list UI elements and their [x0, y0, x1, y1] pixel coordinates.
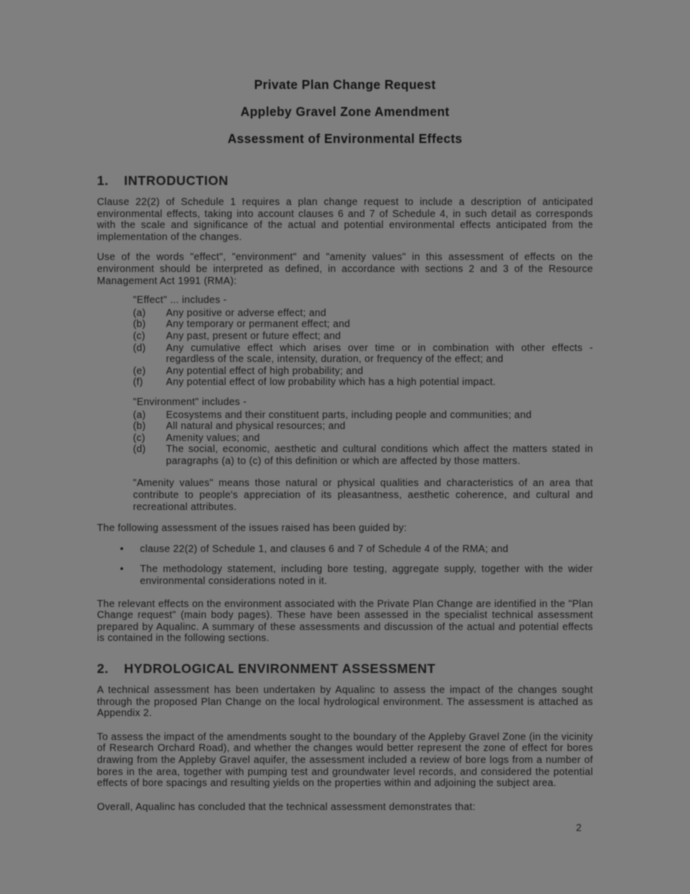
intro-paragraph-3: The relevant effects on the environment associated with the Private Plan Change are identified in the "Plan Change request" (main body pages). These have been assessed in the specialist technical assessment prepared by Aqualinc. A summary of these assessments and discussion of the actual and potential effects is contained in the following sections.	[97, 598, 593, 645]
definition-item	[133, 377, 593, 389]
definition-text: Ecosystems and their constituent parts, including people and communities; and	[166, 409, 532, 421]
definition-item	[133, 421, 593, 433]
section-2-label: HYDROLOGICAL ENVIRONMENT ASSESSMENT	[124, 661, 436, 676]
intro-paragraph-1: Clause 22(2) of Schedule 1 requires a plan change request to include a description of anticipated environmental effects, taking into account clauses 6 and 7 of Schedule 4, in such detail as corresponds with the scale and significance of the actual and potential environmental effects anticipated from the implementation of the changes.	[97, 197, 593, 243]
definition-item	[133, 444, 593, 467]
definition-text: Any temporary or permanent effect; and	[166, 319, 351, 331]
list-marker: (b)	[133, 319, 146, 331]
section-1-label: INTRODUCTION	[124, 173, 229, 188]
definition-text: All natural and physical resources; and	[166, 421, 346, 433]
list-marker: (a)	[133, 307, 146, 319]
bullet-icon: •	[120, 564, 124, 576]
hydro-conclusion-lead: Overall, Aqualinc has concluded that the technical assessment demonstrates that:	[97, 801, 476, 813]
guided-by-lead: The following assessment of the issues raised has been guided by:	[97, 523, 407, 535]
definition-item	[133, 410, 593, 422]
section-1-heading	[97, 173, 593, 189]
effect-definition-block	[133, 295, 593, 389]
section-2-number: 2.	[97, 661, 109, 676]
list-marker: (e)	[133, 365, 146, 377]
title-line-2: Appleby Gravel Zone Amendment	[240, 105, 450, 119]
definition-item	[133, 433, 593, 445]
list-marker: (d)	[133, 342, 146, 354]
bullet-item	[120, 564, 593, 587]
list-marker: (d)	[133, 444, 146, 456]
hydro-paragraph-1: A technical assessment has been undertaken by Aqualinc to assess the impact of the changes sought through the proposed Plan Change on the local hydrological environment. The assessment is attached as Appendix 2.	[97, 685, 593, 720]
definition-item	[133, 319, 593, 331]
amenity-values-paragraph: "Amenity values" means those natural or physical qualities and characteristics of an area that contribute to people's appreciation of its pleasantness, aesthetic coherence, and cultural and recreational attributes.	[133, 478, 593, 513]
effect-definition-lead: "Effect" ... includes -	[133, 295, 227, 307]
list-marker: (b)	[133, 421, 146, 433]
section-1-number: 1.	[97, 173, 109, 188]
page-number: 2	[576, 823, 582, 834]
definition-item	[133, 366, 593, 378]
environment-definition-lead: "Environment" includes -	[133, 396, 247, 408]
list-marker: (c)	[133, 432, 146, 444]
title-line-1: Private Plan Change Request	[254, 78, 436, 92]
definition-text: Any cumulative effect which arises over time or in combination with other effects - regardless of the scale, intensity, duration, or frequency of the effect; and	[166, 342, 593, 366]
list-marker: (c)	[133, 330, 146, 342]
list-marker: (a)	[133, 409, 146, 421]
hydro-paragraph-2: To assess the impact of the amendments sought to the boundary of the Appleby Gravel Zone (in the vicinity of Research Orchard Road), and whether the changes would better represent the zone of effect for bores drawing from the Appleby Gravel aquifer, the assessment included a review of bore logs from a number of bores in the area, together with pumping test and groundwater level records, and considered the potential effects of bore spacings and resulting yields on the properties within and adjoining the subject area.	[97, 731, 593, 790]
definition-text: Any past, present or future effect; and	[166, 330, 341, 342]
definition-text: Any potential effect of high probability; and	[166, 365, 364, 377]
bullet-icon: •	[120, 543, 124, 555]
definition-item	[133, 343, 593, 366]
document-title	[97, 78, 593, 146]
definition-text: The social, economic, aesthetic and cultural conditions which affect the matters stated in paragraphs (a) to (c) of this definition or which are affected by those matters.	[166, 444, 593, 467]
definition-item	[133, 331, 593, 343]
definition-item	[133, 308, 593, 320]
definition-text: Any potential effect of low probability which has a high potential impact.	[166, 377, 496, 389]
bullet-item	[120, 544, 593, 556]
bullet-text: The methodology statement, including bore testing, aggregate supply, together with the wider environmental considerations noted in it.	[140, 564, 593, 588]
environment-definition-block	[133, 397, 593, 468]
intro-paragraph-2: Use of the words "effect", "environment" and "amenity values" in this assessment of effects on the environment should be interpreted as defined, in accordance with sections 2 and 3 of the Resource Management Act 1991 (RMA):	[97, 252, 593, 287]
document-content	[97, 78, 593, 813]
title-line-3: Assessment of Environmental Effects	[227, 132, 463, 146]
definition-text: Amenity values; and	[166, 432, 260, 444]
section-2-heading	[97, 661, 593, 677]
definition-text: Any positive or adverse effect; and	[166, 307, 327, 319]
bullet-text: clause 22(2) of Schedule 1, and clauses 6 and 7 of Schedule 4 of the RMA; and	[140, 543, 509, 555]
list-marker: (f)	[133, 377, 144, 389]
